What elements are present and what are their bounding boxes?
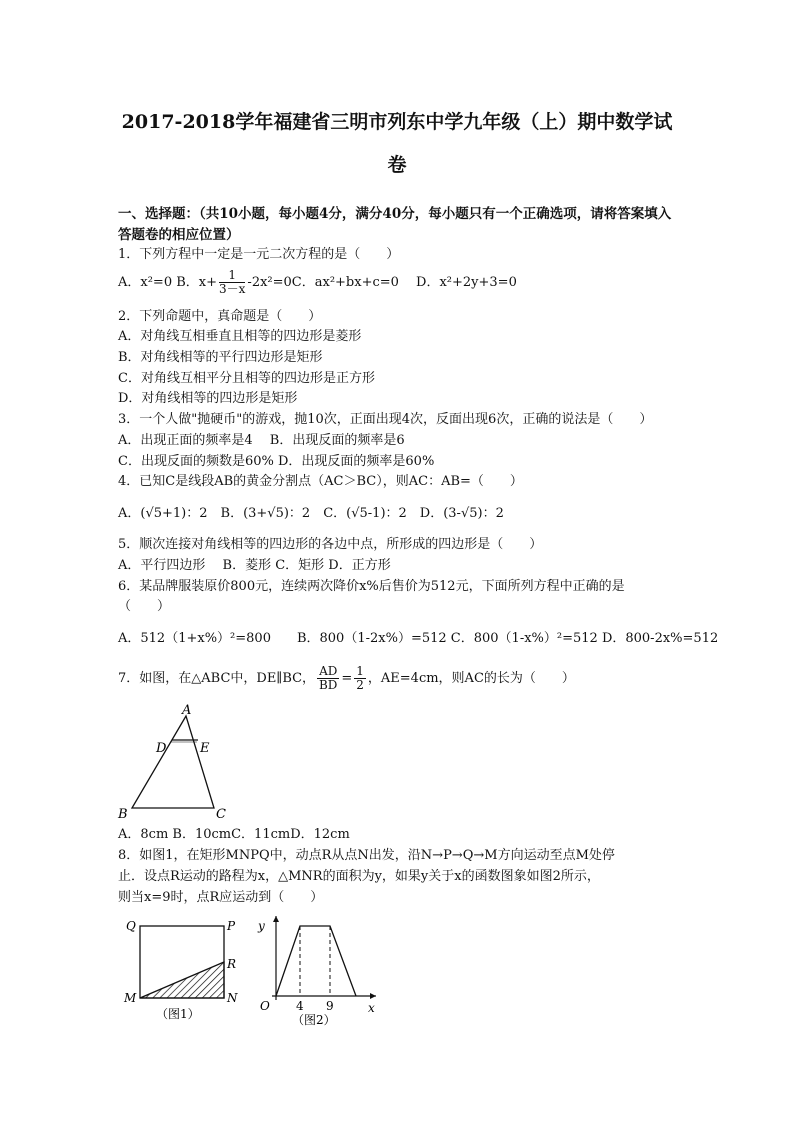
- q1-frac-num: 1: [219, 269, 245, 283]
- q2-option-d: D．对角线相等的四边形是矩形: [118, 391, 298, 406]
- section-heading: 一、选择题：（共10小题，每小题4分，满分40分，每小题只有一个正确选项，请将答案填入答题卷的相应位置）: [118, 206, 672, 243]
- q5-options: A．平行四边形 B．菱形 C．矩形 D．正方形: [118, 558, 391, 573]
- question-8-line2: 止．设点R运动的路程为x，△MNR的面积为y，如果y关于x的函数图象如图2所示，: [118, 869, 600, 884]
- question-2-stem: 2．下列命题中，真命题是（ ）: [118, 309, 322, 324]
- q3-options-cd: C．出现反面的频数是60% D．出现反面的频率是60%: [118, 454, 435, 469]
- q7-triangle-figure: [112, 702, 242, 824]
- question-7-stem: [118, 664, 575, 694]
- q1-option-ab: A．x²=0 B．x+: [118, 275, 218, 290]
- label-c: C: [216, 807, 226, 822]
- fig1-label-p: P: [227, 919, 236, 933]
- fig2-label-o: O: [260, 999, 270, 1013]
- y-axis-arrow: [273, 916, 279, 922]
- fig2-caption: （图2）: [292, 1013, 336, 1027]
- page-title: 2017-2018学年福建省三明市列东中学九年级（上）期中数学试: [121, 111, 673, 133]
- q7-pre: 7．如图，在△ABC中，DE∥BC，: [118, 671, 316, 686]
- fig2-tick-4: 4: [296, 999, 304, 1013]
- shaded-triangle-mnr: [140, 962, 224, 998]
- question-6-stem: 6．某品牌服装原价800元，连续两次降价x%后售价为512元，下面所列方程中正确的是: [118, 579, 625, 594]
- fig2-tick-9: 9: [326, 999, 334, 1013]
- q7-fraction-half: [354, 665, 366, 692]
- q7-post: ，AE=4cm，则AC的长为（ ）: [367, 671, 575, 686]
- q7-frac1-den: BD: [318, 678, 338, 692]
- q7-options: A．8cm B．10cmC．11cmD．12cm: [118, 827, 350, 842]
- q7-frac1-num: AD: [319, 664, 338, 678]
- question-8-line3: 则当x=9时，点R应运动到（ ）: [118, 890, 324, 905]
- x-axis-arrow: [370, 993, 376, 999]
- q7-fraction-ad-bd: [317, 665, 339, 692]
- question-5-stem: 5．顺次连接对角线相等的四边形的各边中点，所形成的四边形是（ ）: [118, 537, 543, 552]
- fig1-label-m: M: [124, 991, 137, 1005]
- q8-figure-1: [118, 912, 248, 1024]
- q7-frac2-den: 2: [356, 678, 364, 692]
- question-3-stem: 3．一个人做"抛硬币"的游戏，抛10次，正面出现4次，反面出现6次，正确的说法是（ ）: [118, 412, 653, 427]
- q8-figure-2: [254, 910, 384, 1030]
- question-6-stem-cont: （ ）: [118, 599, 171, 614]
- label-b: B: [118, 807, 128, 822]
- label-a: A: [182, 703, 192, 718]
- q2-option-b: B．对角线相等的平行四边形是矩形: [118, 350, 323, 365]
- q1-option-cd: -2x²=0C．ax²+bx+c=0 D．x²+2y+3=0: [247, 275, 517, 290]
- q6-options: A．512（1+x%）²=800 B．800（1-2x%）=512 C．800（1-x%）²=512 D．800-2x%=512: [118, 631, 719, 646]
- q7-equals: =: [341, 671, 353, 686]
- question-1-stem: 1．下列方程中一定是一元二次方程的是（ ）: [118, 247, 400, 262]
- q1-frac-den: 3－x: [219, 282, 246, 296]
- question-1-options: [118, 268, 517, 298]
- fig1-caption: （图1）: [156, 1007, 200, 1021]
- fig1-label-r: R: [227, 957, 237, 971]
- q1-fraction: [219, 269, 245, 296]
- q3-options-ab: A．出现正面的频率是4 B．出现反面的频率是6: [118, 433, 405, 448]
- label-d: D: [156, 741, 167, 756]
- function-graph: [276, 926, 356, 996]
- q2-option-a: A．对角线互相垂直且相等的四边形是菱形: [118, 329, 362, 344]
- question-8-line1: 8．如图1，在矩形MNPQ中，动点R从点N出发，沿N→P→Q→M方向运动至点M处停: [118, 848, 615, 863]
- label-e: E: [200, 741, 210, 756]
- fig2-label-y: y: [258, 919, 265, 933]
- question-4-stem: 4．已知C是线段AB的黄金分割点（AC＞BC），则AC：AB=（ ）: [118, 474, 523, 489]
- fig1-label-n: N: [227, 991, 238, 1005]
- q4-options: A．(√5+1)：2 B．(3+√5)：2 C．(√5-1)：2 D．(3-√5)：2: [118, 506, 504, 521]
- fig2-label-x: x: [368, 1001, 375, 1015]
- page-title-continued: 卷: [387, 154, 407, 176]
- fig1-label-q: Q: [126, 919, 136, 933]
- q2-option-c: C．对角线互相平分且相等的四边形是正方形: [118, 371, 375, 386]
- q7-frac2-num: 1: [356, 664, 364, 678]
- triangle-abc: [132, 716, 214, 808]
